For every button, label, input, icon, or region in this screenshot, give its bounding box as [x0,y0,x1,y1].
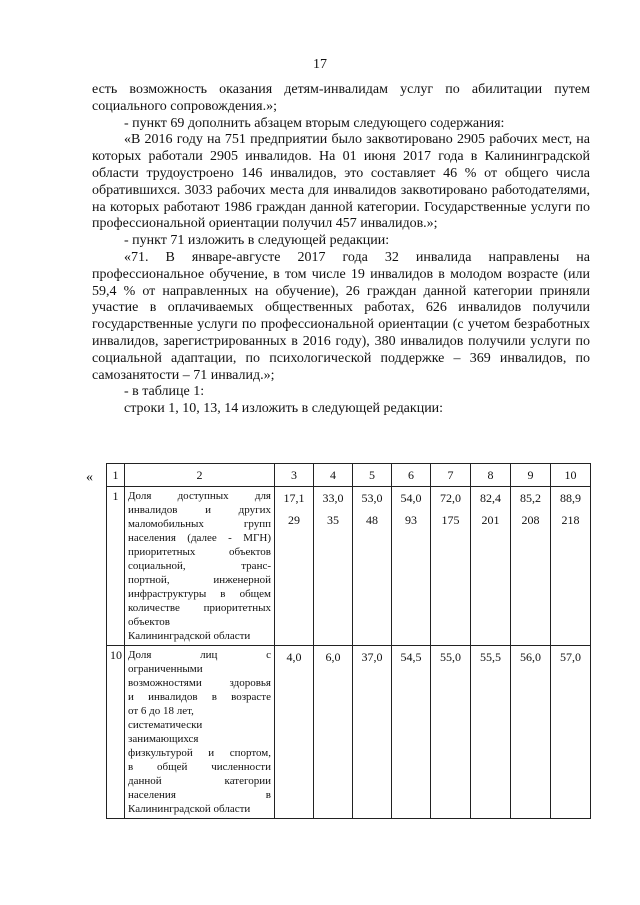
value-cell [275,487,314,646]
row-number: 1 [107,487,125,646]
column-header: 7 [431,464,471,487]
indicator-name [125,646,275,819]
value-percent: 33,0 [322,491,344,505]
indicator-name [125,487,275,646]
value-cell [392,487,431,646]
indicator-name-line: инфраструктуры в общем [128,588,271,600]
indicator-name-line: занимающихся [128,733,199,745]
indicator-name-line: социальной, транс- [128,560,271,572]
row-number: 10 [107,646,125,819]
value-percent: 4,0 [286,650,302,664]
value-count: 175 [441,513,460,527]
indicator-name-line: систематически [128,719,203,731]
indicator-name-line: от 6 до 18 лет, [128,705,194,717]
paragraph: строки 1, 10, 13, 14 изложить в следующей редакции: [124,401,444,417]
indicator-name-line: объектов [128,616,170,628]
value-percent: 55,5 [480,650,501,664]
value-cell [471,487,511,646]
indicator-name-line: и инвалидов в возрасте [128,691,271,703]
value-count: 201 [481,513,500,527]
value-percent: 82,4 [480,491,501,505]
value-count: 48 [366,513,378,527]
indicators-table [106,463,591,819]
value-cell [353,646,392,819]
table-header-row [107,464,591,487]
table-row [107,646,591,819]
value-cell [471,646,511,819]
column-header: 10 [551,464,591,487]
indicator-name-line: ограниченными [128,663,203,675]
paragraph: - пункт 71 изложить в следующей редакции: [124,233,390,249]
value-cell [314,646,353,819]
indicator-name-line: приоритетных объектов [128,546,271,558]
value-cell [551,487,591,646]
indicator-name-line: в общей численности [128,761,271,773]
value-percent: 55,0 [440,650,461,664]
column-header: 2 [125,464,275,487]
indicator-name-line: данной категории [128,775,271,787]
column-header: 5 [353,464,392,487]
paragraph: - в таблице 1: [124,384,205,400]
value-count: 208 [521,513,540,527]
page-number: 17 [313,57,327,72]
indicator-name-line: количестве приоритетных [128,602,271,614]
value-cell [275,646,314,819]
value-cell [431,487,471,646]
indicator-name-line: маломобильных групп [128,518,271,530]
column-header: 8 [471,464,511,487]
value-percent: 56,0 [520,650,541,664]
value-percent: 57,0 [560,650,581,664]
value-percent: 88,9 [560,491,581,505]
indicator-name-line: инвалидов и других [128,504,271,516]
value-cell [431,646,471,819]
value-percent: 53,0 [361,491,383,505]
value-percent: 54,5 [400,650,422,664]
column-header: 9 [511,464,551,487]
value-percent: 72,0 [440,491,461,505]
paragraph: - пункт 69 дополнить абзацем вторым следующего содержания: [124,115,505,131]
value-percent: 37,0 [361,650,383,664]
indicator-name-line: Доля лиц с [128,649,271,661]
value-count: 29 [288,513,300,527]
paragraph: есть возможность оказания детям-инвалидам услуг по абилитации путем социального сопровождения.»; [92,82,590,114]
value-count: 218 [561,513,580,527]
value-percent: 85,2 [520,491,541,505]
indicator-name-line: населения (далее - МГН) [128,532,271,544]
indicator-name-line: портной, инженерной [128,574,271,586]
indicator-name-line: Калининградской области [128,803,251,815]
indicator-name-line: возможностями здоровья [128,677,271,689]
table-open-quote: « [86,470,93,485]
value-cell [511,646,551,819]
value-cell [353,487,392,646]
indicator-name-line: Калининградской области [128,630,251,642]
value-count: 93 [405,513,417,527]
indicator-name-line: Доля доступных для [128,490,271,502]
value-cell [551,646,591,819]
body-text [92,82,590,418]
table-row [107,487,591,646]
paragraph: «В 2016 году на 751 предприятии было заквотировано 2905 рабочих мест, на которых работали 2905 инвалидов. На 01 июня 2017 года в Калининградской области трудоустроено 146 инвалидов, это составляет 46 % от общего числа обратившихся. 3033 рабочих места для инвалидов заквотировано работодателями, на которых работают 1986 граждан данной категории. Государственные услуги по профессиональной ориентации получил 457 инвалидов.»; [92,132,590,232]
value-percent: 17,1 [283,491,305,505]
column-header: 6 [392,464,431,487]
value-percent: 54,0 [400,491,422,505]
value-cell [314,487,353,646]
paragraph: «71. В январе-августе 2017 года 32 инвалида направлены на профессиональное обучение, в том числе 19 инвалидов в молодом возрасте (или 59,4 % от направленных на обучение), 26 граждан данной категории приняли участие в оплачиваемых общественных работах, 626 инвалидов получили государственные услуги по профессиональной ориентации (с учетом безработных инвалидов, зарегистрированных в 2016 году), 380 инвалидов получили услуги по социальной адаптации, по психологической поддержке – 369 инвалидов, по самозанятости – 71 инвалид.»; [92,249,590,383]
value-percent: 6,0 [325,650,341,664]
value-cell [392,646,431,819]
indicator-name-line: населения в [128,789,271,801]
value-cell [511,487,551,646]
column-header: 3 [275,464,314,487]
column-header: 4 [314,464,353,487]
indicator-name-line: физкультурой и спортом, [128,747,271,759]
column-header: 1 [107,464,125,487]
value-count: 35 [327,513,339,527]
